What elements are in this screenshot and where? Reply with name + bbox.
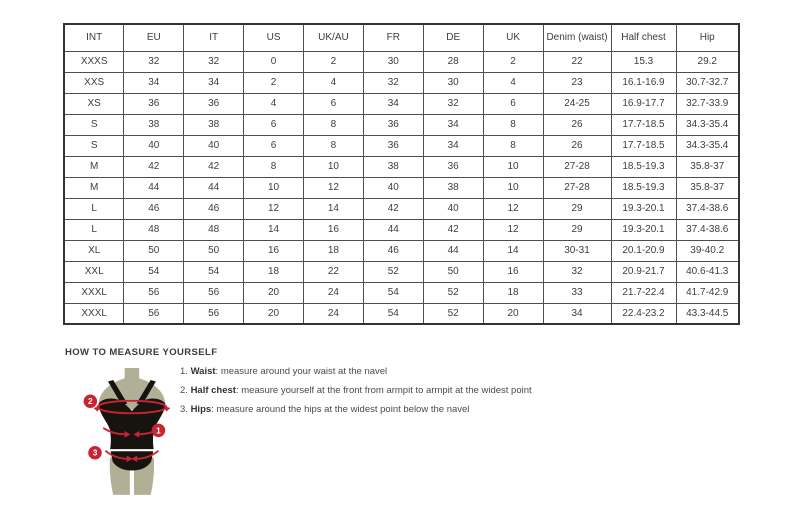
table-cell: 50 <box>184 240 244 261</box>
table-cell: 42 <box>124 156 184 177</box>
table-cell: 12 <box>244 198 304 219</box>
table-cell: 32 <box>184 51 244 72</box>
table-cell: 16 <box>244 240 304 261</box>
table-cell: 32 <box>363 72 423 93</box>
table-cell: 18 <box>483 282 543 303</box>
table-cell: 24 <box>304 282 364 303</box>
table-cell: 35.8-37 <box>676 177 739 198</box>
instruction-number: 3. <box>180 404 191 415</box>
size-chart-table <box>63 23 740 325</box>
table-cell: 40 <box>184 135 244 156</box>
table-cell: 32 <box>543 261 611 282</box>
table-cell: 23 <box>543 72 611 93</box>
table-cell: 22 <box>304 261 364 282</box>
svg-text:2: 2 <box>88 396 93 407</box>
table-cell: 54 <box>363 303 423 324</box>
table-row <box>64 51 739 72</box>
table-cell: 43.3-44.5 <box>676 303 739 324</box>
table-cell: 30.7-32.7 <box>676 72 739 93</box>
instruction-label: Waist <box>190 366 216 377</box>
table-cell: 50 <box>124 240 184 261</box>
table-cell: 46 <box>124 198 184 219</box>
table-cell: 44 <box>184 177 244 198</box>
table-cell: 19.3-20.1 <box>611 198 676 219</box>
table-cell: 52 <box>423 282 483 303</box>
table-cell: 48 <box>124 219 184 240</box>
table-cell: 38 <box>423 177 483 198</box>
table-cell: 30 <box>363 51 423 72</box>
measure-instructions <box>180 366 532 415</box>
table-row <box>64 177 739 198</box>
table-cell: 52 <box>363 261 423 282</box>
table-cell: 56 <box>184 303 244 324</box>
table-cell: XXS <box>64 72 124 93</box>
table-row <box>64 219 739 240</box>
table-cell: XXL <box>64 261 124 282</box>
table-cell: 16.9-17.7 <box>611 93 676 114</box>
table-row <box>64 93 739 114</box>
table-cell: 8 <box>483 114 543 135</box>
table-cell: 34 <box>423 114 483 135</box>
badge-waist <box>152 424 166 438</box>
table-cell: 10 <box>304 156 364 177</box>
column-header: Denim (waist) <box>543 24 611 51</box>
table-cell: 10 <box>244 177 304 198</box>
table-row <box>64 240 739 261</box>
table-cell: 50 <box>423 261 483 282</box>
table-row <box>64 282 739 303</box>
table-cell: L <box>64 219 124 240</box>
table-cell: 56 <box>124 303 184 324</box>
table-cell: 30-31 <box>543 240 611 261</box>
table-cell: 12 <box>304 177 364 198</box>
table-row <box>64 72 739 93</box>
column-header: US <box>244 24 304 51</box>
table-cell: 39-40.2 <box>676 240 739 261</box>
table-cell: XXXL <box>64 282 124 303</box>
table-row <box>64 303 739 324</box>
table-cell: 40 <box>124 135 184 156</box>
column-header: DE <box>423 24 483 51</box>
table-cell: 36 <box>423 156 483 177</box>
table-cell: 34.3-35.4 <box>676 114 739 135</box>
table-cell: 10 <box>483 177 543 198</box>
table-cell: 14 <box>244 219 304 240</box>
table-cell: 6 <box>244 135 304 156</box>
table-cell: 44 <box>423 240 483 261</box>
table-cell: XS <box>64 93 124 114</box>
instruction-label: Half chest <box>190 385 236 396</box>
table-cell: 56 <box>124 282 184 303</box>
column-header: IT <box>184 24 244 51</box>
table-cell: 6 <box>244 114 304 135</box>
table-cell: 54 <box>363 282 423 303</box>
table-cell: 2 <box>304 51 364 72</box>
table-cell: 20.1-20.9 <box>611 240 676 261</box>
table-cell: 15.3 <box>611 51 676 72</box>
table-cell: 46 <box>184 198 244 219</box>
table-cell: 32.7-33.9 <box>676 93 739 114</box>
instruction-text: : measure around your waist at the navel <box>215 366 388 377</box>
table-cell: 42 <box>423 219 483 240</box>
measure-section-title: HOW TO MEASURE YOURSELF <box>65 347 218 358</box>
table-row <box>64 156 739 177</box>
table-cell: 26 <box>543 135 611 156</box>
mannequin-illustration <box>82 368 186 498</box>
table-cell: 19.3-20.1 <box>611 219 676 240</box>
table-cell: 38 <box>363 156 423 177</box>
table-cell: 40.6-41.3 <box>676 261 739 282</box>
svg-text:3: 3 <box>92 447 98 458</box>
table-cell: M <box>64 177 124 198</box>
column-header: UK/AU <box>304 24 364 51</box>
table-cell: 54 <box>124 261 184 282</box>
table-cell: 6 <box>304 93 364 114</box>
table-cell: 29.2 <box>676 51 739 72</box>
table-cell: 20.9-21.7 <box>611 261 676 282</box>
table-cell: 29 <box>543 219 611 240</box>
column-header: UK <box>483 24 543 51</box>
table-cell: 52 <box>423 303 483 324</box>
instruction-number: 2. <box>180 385 191 396</box>
svg-text:1: 1 <box>156 425 161 436</box>
table-cell: 44 <box>124 177 184 198</box>
table-cell: 14 <box>483 240 543 261</box>
table-cell: 30 <box>423 72 483 93</box>
table-cell: 27-28 <box>543 177 611 198</box>
table-cell: 14 <box>304 198 364 219</box>
table-cell: 46 <box>363 240 423 261</box>
size-table-body <box>64 51 739 324</box>
table-cell: 18.5-19.3 <box>611 156 676 177</box>
table-cell: 54 <box>184 261 244 282</box>
table-cell: 20 <box>244 303 304 324</box>
instruction-line <box>180 404 532 415</box>
instruction-text: : measure around the hips at the widest point below the navel <box>211 404 470 415</box>
table-cell: S <box>64 135 124 156</box>
table-cell: 34 <box>543 303 611 324</box>
column-header: EU <box>124 24 184 51</box>
table-cell: 24 <box>304 303 364 324</box>
table-cell: 20 <box>483 303 543 324</box>
table-cell: 34 <box>423 135 483 156</box>
table-cell: 28 <box>423 51 483 72</box>
table-cell: 42 <box>363 198 423 219</box>
table-cell: 8 <box>244 156 304 177</box>
mannequin-svg <box>82 368 186 498</box>
table-cell: 40 <box>423 198 483 219</box>
table-cell: 42 <box>184 156 244 177</box>
table-cell: 56 <box>184 282 244 303</box>
table-cell: 12 <box>483 198 543 219</box>
column-header: Half chest <box>611 24 676 51</box>
table-cell: 40 <box>363 177 423 198</box>
column-header: INT <box>64 24 124 51</box>
table-cell: 4 <box>244 93 304 114</box>
instruction-label: Hips <box>190 404 212 415</box>
table-cell: XL <box>64 240 124 261</box>
table-cell: 16 <box>483 261 543 282</box>
instruction-line <box>180 366 532 377</box>
table-cell: S <box>64 114 124 135</box>
table-row <box>64 114 739 135</box>
table-cell: 36 <box>184 93 244 114</box>
instruction-number: 1. <box>180 366 191 377</box>
table-cell: 34.3-35.4 <box>676 135 739 156</box>
table-row <box>64 135 739 156</box>
instruction-text: : measure yourself at the front from armpit to armpit at the widest point <box>235 385 532 396</box>
table-cell: 18 <box>244 261 304 282</box>
table-cell: 20 <box>244 282 304 303</box>
table-cell: 2 <box>244 72 304 93</box>
table-cell: XXXS <box>64 51 124 72</box>
table-cell: 36 <box>124 93 184 114</box>
table-cell: L <box>64 198 124 219</box>
table-cell: 38 <box>124 114 184 135</box>
table-cell: 17.7-18.5 <box>611 135 676 156</box>
table-cell: 4 <box>483 72 543 93</box>
table-cell: 37.4-38.6 <box>676 219 739 240</box>
instruction-line <box>180 385 532 396</box>
table-cell: 2 <box>483 51 543 72</box>
table-cell: 29 <box>543 198 611 219</box>
table-cell: 26 <box>543 114 611 135</box>
table-cell: 4 <box>304 72 364 93</box>
table-cell: 32 <box>423 93 483 114</box>
table-cell: 22.4-23.2 <box>611 303 676 324</box>
table-cell: 10 <box>483 156 543 177</box>
table-cell: 44 <box>363 219 423 240</box>
column-header: Hip <box>676 24 739 51</box>
table-cell: 0 <box>244 51 304 72</box>
table-cell: 8 <box>483 135 543 156</box>
table-cell: 33 <box>543 282 611 303</box>
table-cell: 17.7-18.5 <box>611 114 676 135</box>
table-cell: 16.1-16.9 <box>611 72 676 93</box>
table-cell: 8 <box>304 135 364 156</box>
table-cell: 34 <box>363 93 423 114</box>
column-header: FR <box>363 24 423 51</box>
table-row <box>64 261 739 282</box>
table-cell: 32 <box>124 51 184 72</box>
table-cell: 34 <box>124 72 184 93</box>
table-cell: 41.7-42.9 <box>676 282 739 303</box>
table-cell: 18.5-19.3 <box>611 177 676 198</box>
table-cell: 24-25 <box>543 93 611 114</box>
table-cell: 12 <box>483 219 543 240</box>
table-cell: 21.7-22.4 <box>611 282 676 303</box>
table-cell: 36 <box>363 114 423 135</box>
table-cell: 35.8-37 <box>676 156 739 177</box>
table-cell: 36 <box>363 135 423 156</box>
table-cell: 27-28 <box>543 156 611 177</box>
table-cell: 34 <box>184 72 244 93</box>
table-row <box>64 198 739 219</box>
table-cell: 48 <box>184 219 244 240</box>
badge-hips <box>88 446 102 460</box>
table-cell: 16 <box>304 219 364 240</box>
table-cell: M <box>64 156 124 177</box>
badge-chest <box>84 395 98 409</box>
table-cell: 6 <box>483 93 543 114</box>
table-cell: 18 <box>304 240 364 261</box>
table-cell: 37.4-38.6 <box>676 198 739 219</box>
table-cell: XXXL <box>64 303 124 324</box>
table-cell: 8 <box>304 114 364 135</box>
table-cell: 22 <box>543 51 611 72</box>
size-table-header-row <box>64 24 739 51</box>
table-cell: 38 <box>184 114 244 135</box>
